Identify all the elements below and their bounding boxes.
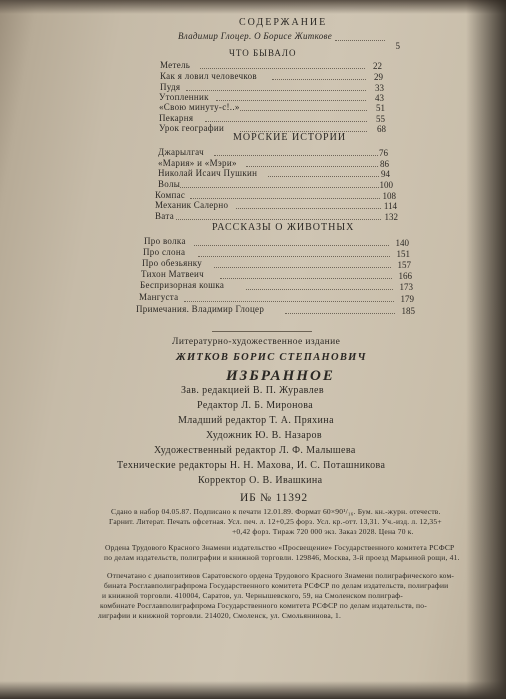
- toc-item-page: 151: [396, 249, 410, 259]
- credit-line: Технические редакторы Н. Н. Махова, И. С. Поташникова: [117, 460, 386, 471]
- credit-line: Младший редактор Т. А. Пряхина: [178, 415, 334, 426]
- toc-leader: [272, 79, 366, 80]
- toc-item: Мангуста: [139, 292, 179, 302]
- toc-item-page: 157: [397, 260, 411, 270]
- toc-item: Про волка: [144, 236, 186, 246]
- toc-leader: [200, 68, 365, 69]
- toc-item: Урок географии: [159, 123, 225, 133]
- toc-item: «Свою минуту-с!..»: [159, 102, 240, 112]
- toc-notes-label: Примечания. Владимир Глоцер: [136, 304, 265, 314]
- publisher-line: по делам издательств, полиграфии и книжной торговли. 129846, Москва, 3-й проезд Марьиной рощи, 41.: [104, 553, 460, 562]
- toc-leader: [214, 267, 391, 268]
- toc-item: Про слона: [143, 247, 186, 257]
- toc-leader: [216, 100, 366, 101]
- toc-item: Волы: [158, 179, 181, 189]
- toc-leader: [205, 121, 367, 122]
- toc-leader: [176, 219, 381, 220]
- toc-item: Вата: [155, 211, 175, 221]
- credit-line: Корректор О. В. Ивашкина: [198, 475, 323, 486]
- toc-leader: [190, 198, 380, 199]
- toc-item-page: 108: [382, 191, 396, 201]
- toc-item: «Мария» и «Мэри»: [158, 158, 237, 168]
- toc-item: Беспризорная кошка: [140, 280, 225, 290]
- toc-item: Пудя: [160, 82, 181, 92]
- toc-item: Пекарня: [159, 113, 194, 123]
- toc-leader: [240, 110, 367, 111]
- toc-intro-label: Владимир Глоцер. О Борисе Житкове: [178, 31, 333, 41]
- toc-item: Тихон Матвеич: [141, 269, 204, 279]
- print-line: Сдано в набор 04.05.87. Подписано к печати 12.01.89. Формат 60×90¹/₁₆. Бум. кн.-журн. отечеств.: [111, 507, 441, 516]
- toc-leader: [186, 90, 366, 91]
- toc-item: Метель: [160, 60, 191, 70]
- toc-leader: [194, 245, 389, 246]
- toc-item-page: 68: [377, 124, 386, 134]
- toc-leader: [184, 301, 394, 302]
- top-shadow: [0, 0, 506, 14]
- toc-item: Утопленник: [159, 92, 209, 102]
- toc-item: Джарылгач: [158, 147, 204, 157]
- credit-line: Художественный редактор Л. Ф. Малышева: [154, 445, 356, 456]
- printer-line: Отпечатано с диапозитивов Саратовского ордена Трудового Красного Знамени полиграфического ком-: [107, 571, 455, 580]
- toc-item-page: 86: [380, 159, 389, 169]
- toc-item-page: 179: [400, 294, 414, 304]
- toc-item-page: 76: [379, 148, 388, 158]
- toc-item-page: 166: [398, 271, 412, 281]
- print-line: Гарнит. Литерат. Печать офсетная. Усл. печ. л. 12+0,25 форз. Усл. кр.-отт. 13,31. Уч.-изд. л. 12,35+: [109, 517, 442, 526]
- toc-item: Про обезьянку: [142, 258, 203, 268]
- section-heading: ЧТО БЫВАЛО: [229, 48, 297, 58]
- toc-intro-page: 5: [395, 41, 400, 51]
- toc-leader: [246, 166, 378, 167]
- toc-item-page: 140: [395, 238, 409, 248]
- toc-item: Николай Исаич Пушкин: [158, 168, 258, 178]
- toc-item: Механик Салерно: [155, 200, 229, 210]
- imprint-genre: Литературно-художественное издание: [172, 337, 341, 347]
- toc-item-page: 33: [375, 83, 384, 93]
- toc-leader: [214, 155, 378, 156]
- toc-item-page: 100: [379, 180, 393, 190]
- toc-item-page: 22: [373, 61, 382, 71]
- imprint-author: ЖИТКОВ БОРИС СТЕПАНОВИЧ: [176, 352, 367, 363]
- section-heading: МОРСКИЕ ИСТОРИИ: [233, 132, 347, 143]
- toc-item: Как я ловил человечков: [160, 71, 257, 81]
- toc-item: Компас: [155, 190, 186, 200]
- toc-leader: [198, 256, 390, 257]
- printer-line: и книжной торговли. 410004, Саратов, ул. Чернышевского, 59, на Смоленском полиграф-: [102, 591, 403, 600]
- imprint-ib: ИБ № 11392: [240, 492, 308, 504]
- bottom-edge: [0, 681, 506, 699]
- toc-item-page: 173: [399, 282, 413, 292]
- toc-leader: [220, 278, 392, 279]
- toc-item-page: 132: [384, 212, 398, 222]
- section-heading: РАССКАЗЫ О ЖИВОТНЫХ: [212, 222, 355, 233]
- toc-notes-page: 185: [401, 306, 415, 316]
- toc-leader: [246, 289, 393, 290]
- toc-item-page: 55: [376, 114, 385, 124]
- credit-line: Художник Ю. В. Назаров: [206, 430, 323, 441]
- printer-line: бината Росглавполиграфпрома Государственного комитета РСФСР по делам издательств, полиграфии: [104, 581, 449, 590]
- right-edge-shadow: [466, 0, 506, 699]
- toc-leader: [285, 313, 395, 314]
- toc-item-page: 29: [374, 72, 383, 82]
- credit-line: Зав. редакцией В. П. Журавлев: [181, 385, 324, 396]
- toc-title: СОДЕРЖАНИЕ: [239, 17, 328, 28]
- toc-item-page: 43: [375, 93, 384, 103]
- print-line: +0,42 форз. Тираж 720 000 экз. Заказ 2028. Цена 70 к.: [232, 527, 414, 536]
- toc-item-page: 114: [383, 201, 397, 211]
- toc-item-page: 94: [381, 169, 390, 179]
- credit-line: Редактор Л. Б. Миронова: [197, 400, 314, 411]
- toc-leader: [268, 176, 379, 177]
- toc-leader: [180, 187, 379, 188]
- toc-item-page: 51: [376, 103, 385, 113]
- toc-leader: [236, 208, 381, 209]
- publisher-line: Ордена Трудового Красного Знамени издательство «Просвещение» Государственного комитета РСФСР: [105, 543, 455, 552]
- printer-line: лиграфии и книжной торговли. 214020, Смоленск, ул. Смольянинова, 1.: [98, 611, 342, 620]
- separator-line: [212, 331, 312, 332]
- imprint-title: ИЗБРАННОЕ: [226, 368, 335, 384]
- printer-line: комбинате Росглавполиграфпрома Государственного комитета РСФСР по делам издательств, по-: [100, 601, 427, 610]
